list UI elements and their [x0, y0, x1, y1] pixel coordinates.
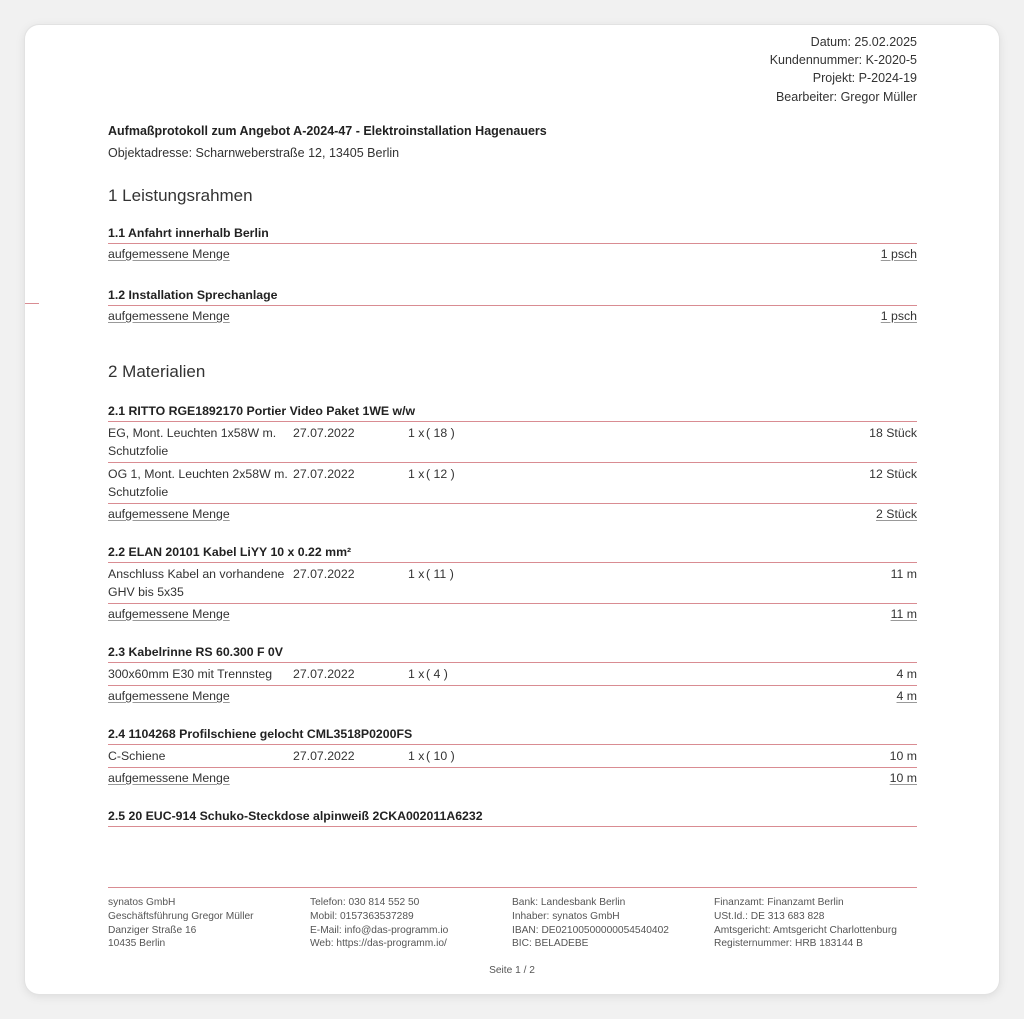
position-title: 2.3 Kabelrinne RS 60.300 F 0V	[108, 642, 917, 663]
meta-date: Datum: 25.02.2025	[810, 35, 917, 49]
row-date: 27.07.2022	[293, 749, 355, 763]
position-title: 2.1 RITTO RGE1892170 Portier Video Paket 1WE w/w	[108, 401, 917, 422]
row-description: C-Schiene	[108, 749, 166, 763]
footer-line: Registernummer: HRB 183144 B	[714, 938, 863, 950]
footer-line: Inhaber: synatos GmbH	[512, 910, 620, 922]
row-date: 27.07.2022	[293, 426, 355, 440]
section-title: 1 Leistungsrahmen	[108, 186, 253, 205]
object-address: Objektadresse: Scharnweberstraße 12, 13405 Berlin	[108, 146, 400, 160]
measured-quantity-label: aufgemessene Menge	[108, 607, 230, 621]
measured-quantity-row	[108, 504, 917, 524]
row-count: ( 4 )	[426, 667, 448, 681]
measured-quantity-value: 1 psch	[880, 247, 917, 261]
footer-contact	[310, 896, 512, 951]
measured-quantity-label: aufgemessene Menge	[108, 507, 230, 521]
measured-quantity-label: aufgemessene Menge	[108, 771, 230, 785]
footer-line: BIC: BELADEBE	[512, 938, 589, 950]
row-date: 27.07.2022	[293, 667, 355, 681]
measured-quantity-row	[108, 244, 917, 264]
footer-line: 10435 Berlin	[108, 938, 166, 950]
row-multiplier: 1 x	[408, 667, 425, 681]
measurement-row	[108, 463, 917, 504]
row-description: 300x60mm E30 mit Trennsteg	[108, 667, 273, 681]
measured-quantity-label: aufgemessene Menge	[108, 689, 230, 703]
position-title: 1.2 Installation Sprechanlage	[108, 285, 917, 306]
position-title: 2.5 20 EUC-914 Schuko-Steckdose alpinweiß 2CKA002011A6232	[108, 806, 917, 827]
meta-editor: Bearbeiter: Gregor Müller	[775, 89, 917, 104]
row-multiplier: 1 x	[408, 426, 425, 440]
row-multiplier: 1 x	[408, 749, 425, 763]
footer-line: Finanzamt: Finanzamt Berlin	[714, 897, 844, 908]
footer-line: Telefon: 030 814 552 50	[310, 897, 420, 908]
measured-quantity-row	[108, 686, 917, 706]
footer-line: Geschäftsführung Gregor Müller	[108, 910, 254, 922]
section-title: 2 Materialien	[108, 362, 206, 381]
footer-tax	[714, 896, 916, 951]
document-meta	[770, 33, 917, 106]
measured-quantity-row	[108, 768, 917, 788]
footer-line: Mobil: 0157363537289	[310, 910, 414, 922]
footer-company	[108, 896, 310, 951]
row-multiplier: 1 x	[408, 567, 425, 581]
row-count: ( 12 )	[426, 467, 455, 481]
row-count: ( 11 )	[426, 567, 454, 581]
footer-line: Amtsgericht: Amtsgericht Charlottenburg	[714, 924, 897, 936]
row-quantity: 12 Stück	[869, 467, 917, 481]
measured-quantity-row	[108, 306, 917, 326]
measured-quantity-value: 4 m	[896, 689, 917, 703]
row-description: Anschluss Kabel an vorhandene GHV bis 5x35	[108, 567, 285, 599]
row-quantity: 10 m	[889, 749, 917, 763]
row-date: 27.07.2022	[293, 467, 355, 481]
measurement-row	[108, 745, 917, 768]
measurement-row	[108, 663, 917, 686]
footer-line: E-Mail: info@das-programm.io	[310, 924, 449, 936]
page-number: Seite 1 / 2	[489, 965, 535, 976]
row-date: 27.07.2022	[293, 567, 355, 581]
position-title: 2.4 1104268 Profilschiene gelocht CML3518P0200FS	[108, 724, 917, 745]
measured-quantity-value: 11 m	[890, 607, 917, 621]
measured-quantity-value: 2 Stück	[875, 507, 917, 521]
measured-quantity-value: 10 m	[889, 771, 917, 785]
measured-quantity-value: 1 psch	[880, 309, 917, 323]
position-title: 2.2 ELAN 20101 Kabel LiYY 10 x 0.22 mm²	[108, 542, 917, 563]
row-description: EG, Mont. Leuchten 1x58W m. Schutzfolie	[108, 426, 277, 458]
footer-line: Danziger Straße 16	[108, 924, 197, 936]
row-multiplier: 1 x	[408, 467, 425, 481]
measured-quantity-label: aufgemessene Menge	[108, 309, 230, 323]
row-description: OG 1, Mont. Leuchten 2x58W m. Schutzfolie	[108, 467, 288, 499]
footer-line: Web: https://das-programm.io/	[310, 938, 447, 950]
footer-line: IBAN: DE02100500000054540402	[512, 924, 669, 936]
measurement-row	[108, 422, 917, 463]
row-quantity: 11 m	[890, 567, 917, 581]
page-footer	[108, 887, 917, 951]
measured-quantity-row	[108, 604, 917, 624]
fold-mark	[25, 303, 39, 304]
meta-project: Projekt: P-2024-19	[812, 71, 917, 86]
measured-quantity-label: aufgemessene Menge	[108, 247, 230, 261]
meta-customer-number: Kundennummer: K-2020-5	[769, 53, 917, 68]
measurement-row	[108, 563, 917, 604]
position-title: 1.1 Anfahrt innerhalb Berlin	[108, 223, 917, 244]
footer-line: Bank: Landesbank Berlin	[512, 897, 626, 908]
document-page	[25, 25, 999, 994]
document-title: Aufmaßprotokoll zum Angebot A-2024-47 - Elektroinstallation Hagenauers	[108, 124, 547, 138]
footer-bank	[512, 896, 714, 951]
row-quantity: 4 m	[896, 667, 917, 681]
row-quantity: 18 Stück	[869, 426, 917, 440]
footer-line: synatos GmbH	[108, 897, 176, 908]
document-content	[108, 121, 917, 827]
footer-line: USt.Id.: DE 313 683 828	[714, 910, 825, 922]
row-count: ( 10 )	[426, 749, 455, 763]
row-count: ( 18 )	[426, 426, 455, 440]
